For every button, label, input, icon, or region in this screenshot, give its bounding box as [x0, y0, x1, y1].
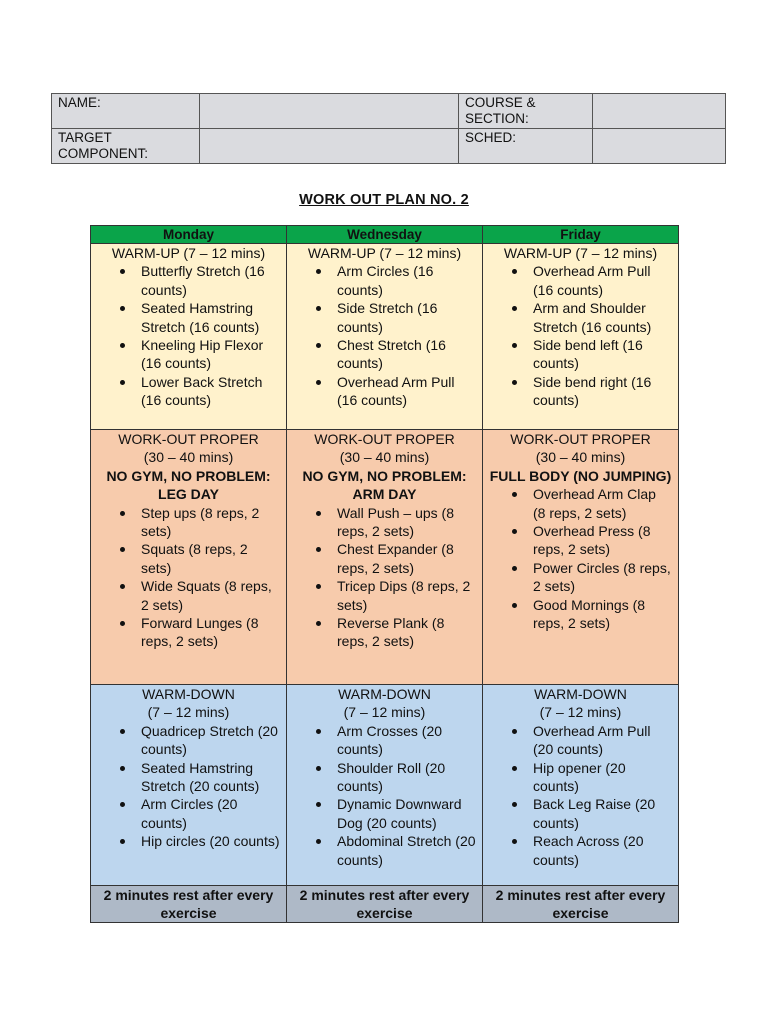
sched-label: SCHED: [459, 129, 593, 164]
workout-title: WORK-OUT PROPER [314, 431, 455, 447]
warmup-item: Overhead Arm Pull (16 counts) [337, 373, 476, 410]
sched-field[interactable] [593, 129, 726, 164]
workout-item: Power Circles (8 reps, 2 sets) [533, 559, 671, 595]
warmdown-item: Arm Crosses (20 counts) [337, 722, 476, 759]
warmup-cell [91, 244, 287, 430]
workout-item: Squats (8 reps, 2 sets) [141, 540, 280, 577]
warmup-content [91, 244, 286, 410]
workout-row [91, 430, 679, 685]
warmdown-item: Hip circles (20 counts) [141, 833, 280, 850]
workout-item: Chest Expander (8 reps, 2 sets) [337, 540, 476, 577]
day-header-row [91, 226, 679, 244]
name-field[interactable] [200, 94, 459, 129]
day-header: Monday [91, 226, 287, 244]
warmdown-item: Overhead Arm Pull (20 counts) [533, 722, 672, 759]
workout-time: (30 – 40 mins) [143, 449, 234, 466]
warmdown-item: Shoulder Roll (20 counts) [337, 759, 476, 796]
warmdown-cell [91, 685, 287, 886]
workout-list [293, 504, 476, 651]
warmup-item: Arm and Shoulder Stretch (16 counts) [533, 299, 672, 336]
plan-title: WORK OUT PLAN NO. 2 [299, 192, 469, 208]
warmup-item: Arm Circles (16 counts) [337, 262, 476, 299]
warmup-item: Butterfly Stretch (16 counts) [141, 262, 280, 299]
workout-content [287, 430, 482, 651]
warmdown-time: (7 – 12 mins) [539, 704, 622, 721]
student-info-table [51, 93, 726, 164]
workout-content [483, 430, 678, 632]
workout-title: WORK-OUT PROPER [118, 431, 259, 447]
workout-content [91, 430, 286, 651]
warmdown-item: Arm Circles (20 counts) [141, 795, 280, 832]
warmdown-cell [483, 685, 679, 886]
course-section-label: COURSE & SECTION: [459, 94, 593, 129]
workout-theme: FULL BODY (NO JUMPING) [489, 467, 672, 484]
warmdown-list [97, 722, 280, 851]
warmdown-item: Reach Across (20 counts) [533, 832, 672, 869]
warmup-item: Seated Hamstring Stretch (16 counts) [141, 299, 280, 336]
workout-item: Reverse Plank (8 reps, 2 sets) [337, 614, 476, 651]
warmup-item: Side bend left (16 counts) [533, 336, 672, 373]
warmup-item: Overhead Arm Pull (16 counts) [533, 262, 672, 299]
warmup-item: Lower Back Stretch (16 counts) [141, 373, 280, 410]
warmup-content [483, 244, 678, 410]
rest-note: 2 minutes rest after every exercise [103, 887, 274, 921]
name-label: NAME: [52, 94, 200, 129]
rest-cell [483, 886, 679, 923]
rest-note: 2 minutes rest after every exercise [495, 887, 666, 921]
warmdown-cell [287, 685, 483, 886]
warmdown-content [91, 685, 286, 851]
warmup-list [489, 262, 672, 409]
warmdown-content [483, 685, 678, 869]
warmup-item: Kneeling Hip Flexor (16 counts) [141, 336, 280, 373]
day-header: Friday [483, 226, 679, 244]
target-component-field[interactable] [200, 129, 459, 164]
warmdown-item: Hip opener (20 counts) [533, 759, 672, 796]
workout-plan-table [90, 225, 679, 923]
warmup-title: WARM-UP (7 – 12 mins) [503, 245, 658, 261]
warmup-cell [483, 244, 679, 430]
warmdown-title: WARM-DOWN [338, 686, 431, 702]
day-header: Wednesday [287, 226, 483, 244]
workout-item: Overhead Arm Clap (8 reps, 2 sets) [533, 485, 672, 522]
workout-item: Good Mornings (8 reps, 2 sets) [533, 596, 672, 633]
warmdown-list [293, 722, 476, 869]
warmup-item: Side Stretch (16 counts) [337, 299, 476, 336]
workout-item: Forward Lunges (8 reps, 2 sets) [141, 614, 280, 651]
target-component-label: TARGET COMPONENT: [52, 129, 200, 164]
warmdown-list [489, 722, 672, 869]
warmup-list [293, 262, 476, 409]
workout-item: Wide Squats (8 reps, 2 sets) [141, 577, 280, 614]
warmdown-item: Seated Hamstring Stretch (20 counts) [141, 759, 280, 796]
workout-cell [483, 430, 679, 685]
workout-cell [287, 430, 483, 685]
course-section-field[interactable] [593, 94, 726, 129]
workout-title: WORK-OUT PROPER [510, 431, 651, 447]
warmdown-time: (7 – 12 mins) [147, 704, 230, 721]
workout-time: (30 – 40 mins) [535, 449, 626, 466]
workout-list [97, 504, 280, 651]
warmup-title: WARM-UP (7 – 12 mins) [111, 245, 266, 261]
warmdown-item: Dynamic Downward Dog (20 counts) [337, 795, 476, 832]
rest-note: 2 minutes rest after every exercise [299, 887, 470, 921]
warmdown-row [91, 685, 679, 886]
warmdown-time: (7 – 12 mins) [343, 704, 426, 721]
workout-item: Step ups (8 reps, 2 sets) [141, 504, 280, 541]
warmup-list [97, 262, 280, 409]
warmdown-content [287, 685, 482, 869]
warmup-item: Side bend right (16 counts) [533, 373, 672, 410]
warmup-row [91, 244, 679, 430]
warmdown-item: Quadricep Stretch (20 counts) [141, 722, 280, 759]
warmdown-title: WARM-DOWN [142, 686, 235, 702]
workout-list [489, 485, 672, 632]
workout-time: (30 – 40 mins) [339, 449, 430, 466]
warmup-cell [287, 244, 483, 430]
warmdown-item: Abdominal Stretch (20 counts) [337, 833, 476, 868]
rest-cell [287, 886, 483, 923]
workout-theme: NO GYM, NO PROBLEM: ARM DAY [302, 467, 467, 503]
warmup-item: Chest Stretch (16 counts) [337, 336, 476, 373]
rest-cell [91, 886, 287, 923]
warmdown-title: WARM-DOWN [534, 686, 627, 702]
workout-item: Tricep Dips (8 reps, 2 sets) [337, 577, 476, 614]
workout-cell [91, 430, 287, 685]
warmup-title: WARM-UP (7 – 12 mins) [307, 245, 462, 261]
rest-row [91, 886, 679, 923]
warmup-content [287, 244, 482, 410]
workout-item: Overhead Press (8 reps, 2 sets) [533, 522, 672, 559]
workout-item: Wall Push – ups (8 reps, 2 sets) [337, 504, 476, 541]
workout-theme: NO GYM, NO PROBLEM: LEG DAY [106, 467, 271, 503]
warmdown-item: Back Leg Raise (20 counts) [533, 795, 672, 832]
